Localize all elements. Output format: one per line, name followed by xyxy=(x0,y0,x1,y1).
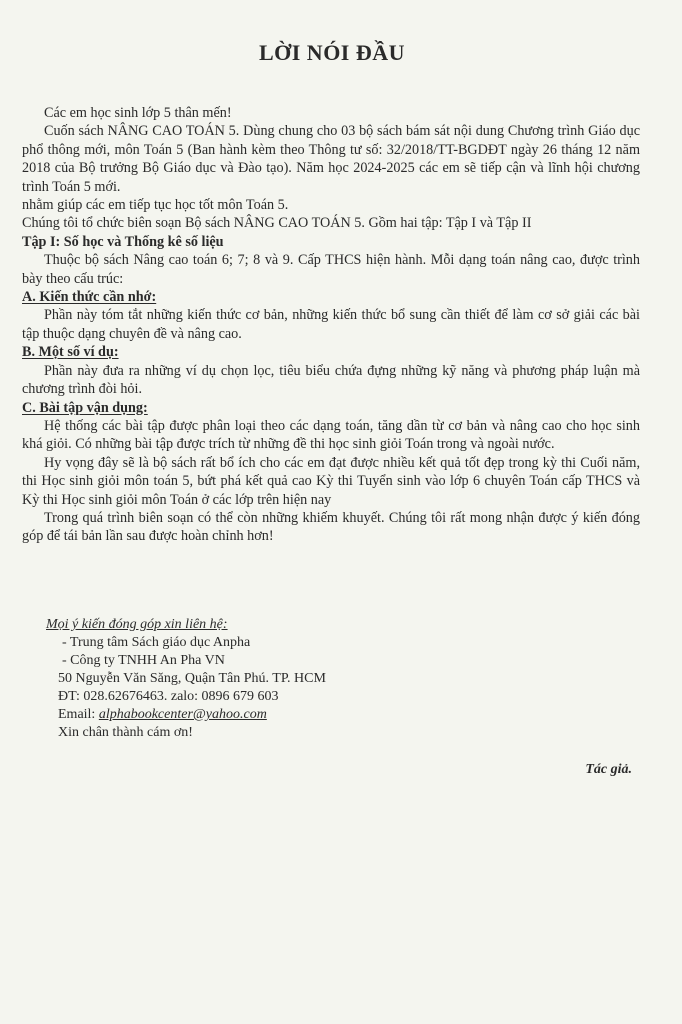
contact-email-line xyxy=(46,706,646,724)
section-c-text: Hệ thống các bài tập được phân loại theo các dạng toán, tăng dần từ cơ bản và nâng cao cho học sinh khá giỏi. Có những bài tập được trích từ những đề thi học sinh giỏi Toán trong và ngoài nước. xyxy=(22,417,640,453)
section-b-heading: B. Một số ví dụ: xyxy=(22,344,119,361)
section-a-text: Phần này tóm tắt những kiến thức cơ bản, những kiến thức bổ sung cần thiết để làm cơ sở giải các bài tập thuộc dạng chuyên đề và nâng cao. xyxy=(22,307,640,342)
contact-org-2: - Công ty TNHH An Pha VN xyxy=(62,653,225,668)
section-a-heading: A. Kiến thức cần nhớ: xyxy=(22,289,157,306)
contact-address: 50 Nguyễn Văn Săng, Quận Tân Phú. TP. HCM xyxy=(58,671,326,686)
email-link[interactable]: alphabookcenter@yahoo.com xyxy=(98,707,267,722)
hope-paragraph: Hy vọng đây sẽ là bộ sách rất bổ ích cho các em đạt được nhiều kết quả tốt đẹp trong kỳ thi Cuối năm, thi Học sinh giỏi môn toán 5, bứt phá kết quả cao Kỳ thi Tuyển sinh vào lớp 6 chuyên Toán cấp THCS và Kỳ thi Học sinh giỏi môn Toán ở các lớp trên hiện nay xyxy=(22,454,640,508)
tap1-text: Thuộc bộ sách Nâng cao toán 6; 7; 8 và 9. Cấp THCS hiện hành. Mỗi dạng toán nâng cao, được trình bày theo cấu trúc: xyxy=(22,252,640,287)
author-signature: Tác giả. xyxy=(585,762,632,777)
section-c-heading: C. Bài tập vận dụng: xyxy=(22,399,148,416)
contact-org-1: - Trung tâm Sách giáo dục Anpha xyxy=(62,635,251,650)
section-b-text: Phần này đưa ra những ví dụ chọn lọc, tiêu biểu chứa đựng những kỹ năng và phương pháp luận mà chương trình đòi hỏi. xyxy=(22,362,640,398)
intro-paragraph-1: Cuốn sách NÂNG CAO TOÁN 5. Dùng chung cho 03 bộ sách bám sát nội dung Chương trình Giáo dục phổ thông mới, môn Toán 5 (Ban hành kèm theo Thông tư số: 32/2018/TT-BGDĐT ngày 26 tháng 12 năm 2018 của Bộ trưởng Bộ Giáo dục và Đào tạo). Năm học 2024-2025 các em sẽ tiếp cận và lĩnh hội chương trình Toán 5 mới. xyxy=(22,123,640,195)
contact-phone: ĐT: 028.62676463. zalo: 0896 679 603 xyxy=(58,689,279,704)
contact-block xyxy=(46,616,646,742)
tap1-heading: Tập I: Số học và Thống kê số liệu xyxy=(22,233,224,250)
intro-paragraph-2: nhằm giúp các em tiếp tục học tốt môn Toán 5. xyxy=(22,197,289,214)
contact-heading: Mọi ý kiến đóng góp xin liên hệ: xyxy=(46,617,228,632)
page-title: LỜI NÓI ĐẦU xyxy=(258,40,406,65)
intro-paragraph-3: Chúng tôi tổ chức biên soạn Bộ sách NÂNG CAO TOÁN 5. Gồm hai tập: Tập I và Tập II xyxy=(22,215,532,232)
email-label: Email: xyxy=(58,707,99,722)
closing-paragraph: Trong quá trình biên soạn có thể còn những khiếm khuyết. Chúng tôi rất mong nhận được ý kiến đóng góp để tái bản lần sau được hoàn chỉnh hơn! xyxy=(22,509,640,545)
preface-body xyxy=(22,104,640,546)
contact-thanks: Xin chân thành cám ơn! xyxy=(58,725,193,740)
greeting-paragraph: Các em học sinh lớp 5 thân mến! xyxy=(44,105,232,121)
